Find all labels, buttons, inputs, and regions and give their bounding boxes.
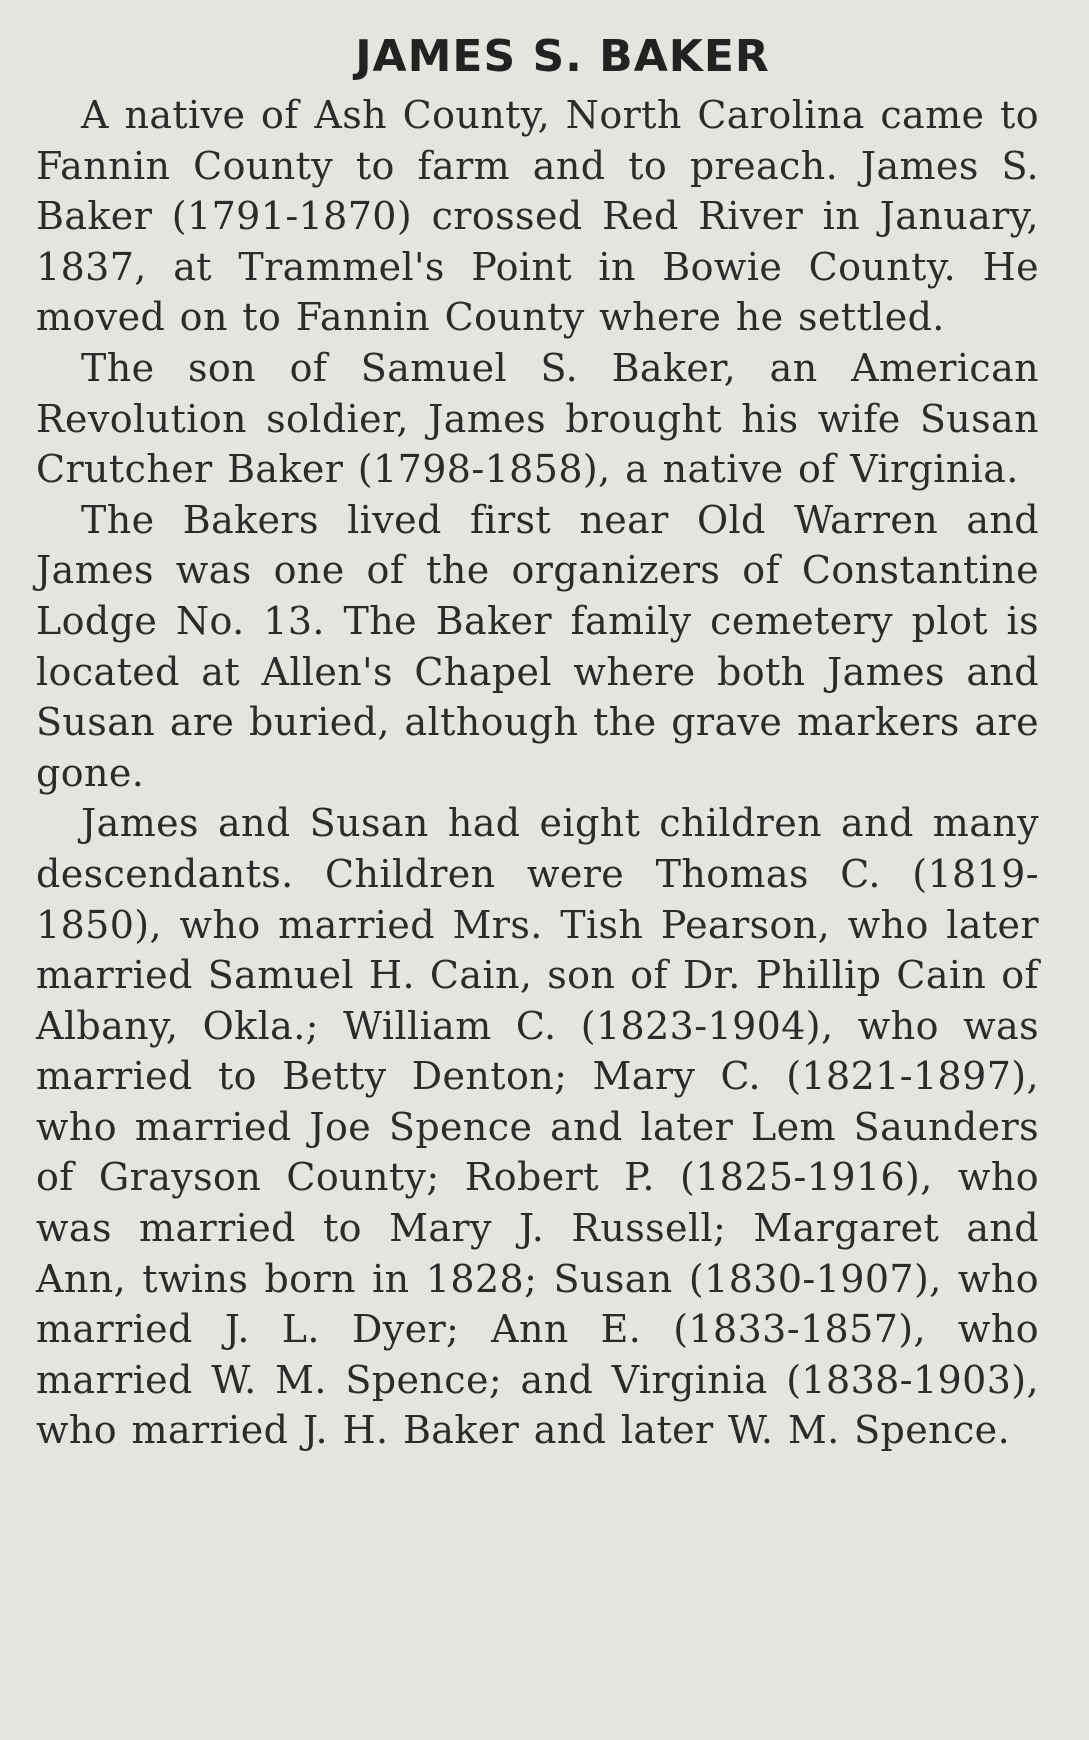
paragraph-origin: A native of Ash County, North Carolina came to Fannin County to farm and to preach. James S. Baker (1791-1870) crossed Red River in January, 1837, at Trammel's Point in Bowie County. He moved on to Fannin County where he settled. bbox=[36, 93, 1039, 340]
paragraph-residence: The Bakers lived first near Old Warren and James was one of the organizers of Constantine Lodge No. 13. The Baker family cemetery plot is located at Allen's Chapel where both James and Susan are buried, although the grave markers are gone. bbox=[36, 497, 1039, 795]
paragraph-children: James and Susan had eight children and many descendants. Children were Thomas C. (1819-1850), who married Mrs. Tish Pearson, who later married Samuel H. Cain, son of Dr. Phillip Cain of Albany, Okla.; William C. (1823-1904), who was married to Betty Denton; Mary C. (1821-1897), who married Joe Spence and later Lem Saunders of Grayson County; Robert P. (1825-1916), who was married to Mary J. Russell; Margaret and Ann, twins born in 1828; Susan (1830-1907), who married J. L. Dyer; Ann E. (1833-1857), who married W. M. Spence; and Virginia (1838-1903), who married J. H. Baker and later W. M. Spence. bbox=[36, 801, 1039, 1453]
paragraph-parents: The son of Samuel S. Baker, an American Revolution soldier, James brought his wife Susan Crutcher Baker (1798-1858), a native of Virginia. bbox=[36, 345, 1039, 492]
article-title: JAMES S. BAKER bbox=[355, 31, 770, 82]
